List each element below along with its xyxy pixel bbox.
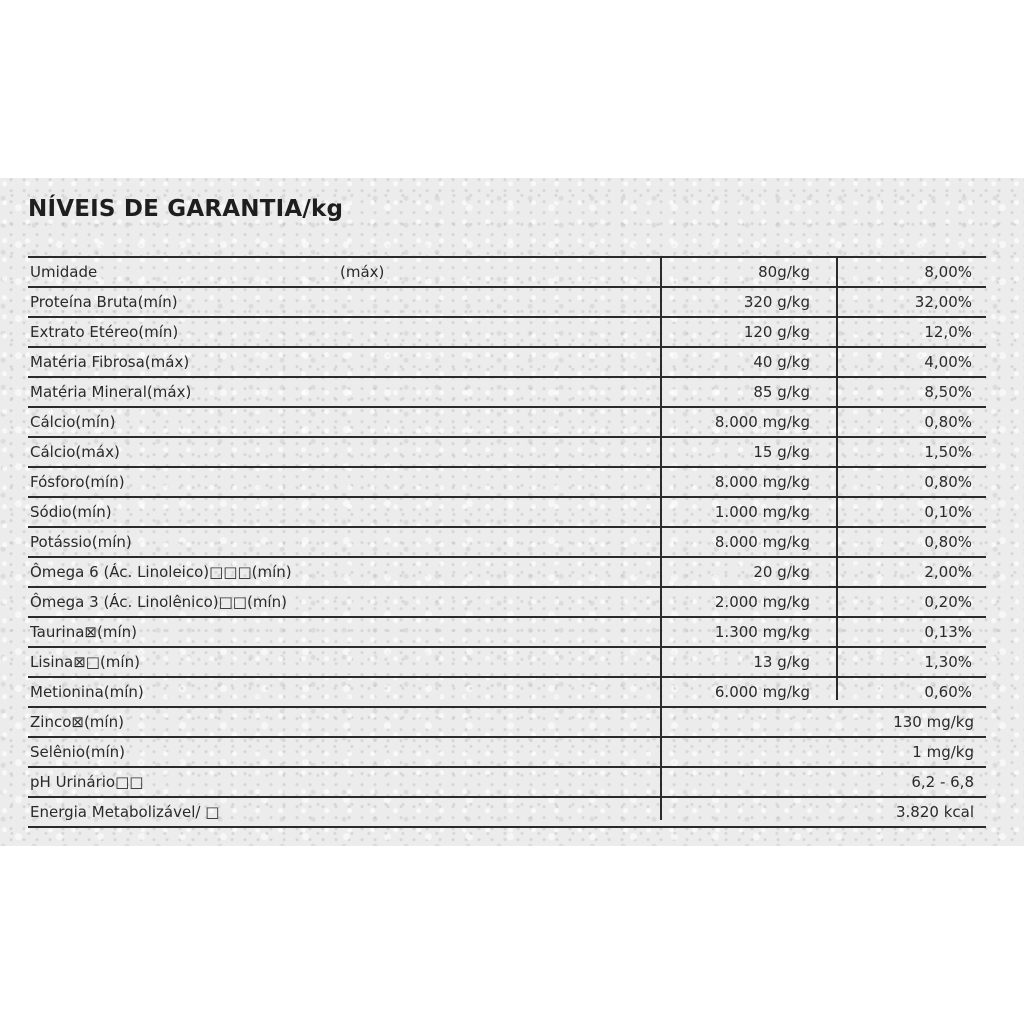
nutrient-name: Selênio(mín) bbox=[30, 743, 125, 761]
nutrient-percent: 0,10% bbox=[924, 503, 972, 521]
nutrient-percent: 2,00% bbox=[924, 563, 972, 581]
table-row bbox=[28, 768, 986, 798]
nutrient-value: 6,2 - 6,8 bbox=[911, 773, 974, 791]
nutrient-value: 2.000 mg/kg bbox=[714, 593, 810, 611]
nutrient-value: 40 g/kg bbox=[753, 353, 810, 371]
nutrient-percent: 0,13% bbox=[924, 623, 972, 641]
nutrient-value: 3.820 kcal bbox=[895, 803, 974, 821]
nutrient-qualifier: (máx) bbox=[340, 263, 385, 281]
guarantee-table bbox=[28, 256, 986, 828]
nutrient-value: 8.000 mg/kg bbox=[714, 413, 810, 431]
nutrient-percent: 1,50% bbox=[924, 443, 972, 461]
nutrient-name: Extrato Etéreo(mín) bbox=[30, 323, 179, 341]
nutrient-name: Sódio(mín) bbox=[30, 503, 112, 521]
table-row bbox=[28, 438, 986, 468]
nutrient-value: 6.000 mg/kg bbox=[714, 683, 810, 701]
table-row bbox=[28, 618, 986, 648]
table-row bbox=[28, 378, 986, 408]
column-divider-percent bbox=[836, 256, 838, 700]
nutrient-percent: 4,00% bbox=[924, 353, 972, 371]
table-row bbox=[28, 678, 986, 708]
nutrient-percent: 0,80% bbox=[924, 473, 972, 491]
table-row bbox=[28, 528, 986, 558]
nutrient-value: 15 g/kg bbox=[753, 443, 810, 461]
nutrient-percent: 0,80% bbox=[924, 533, 972, 551]
nutrient-name: Umidade bbox=[30, 263, 98, 281]
table-row bbox=[28, 318, 986, 348]
table-row bbox=[28, 258, 986, 288]
nutrient-name: Zinco⊠(mín) bbox=[30, 713, 124, 731]
table-row bbox=[28, 558, 986, 588]
nutrient-value: 1.000 mg/kg bbox=[714, 503, 810, 521]
table-row bbox=[28, 738, 986, 768]
nutrient-name: Energia Metabolizável/ □ bbox=[30, 803, 220, 821]
page-title: NÍVEIS DE GARANTIA/kg bbox=[28, 196, 344, 222]
nutrient-name: Proteína Bruta(mín) bbox=[30, 293, 178, 311]
nutrient-name: Taurina⊠(mín) bbox=[30, 623, 137, 641]
nutrient-name: Fósforo(mín) bbox=[30, 473, 125, 491]
table-row bbox=[28, 348, 986, 378]
nutrient-value: 20 g/kg bbox=[753, 563, 810, 581]
table-row bbox=[28, 468, 986, 498]
nutrient-percent: 1,30% bbox=[924, 653, 972, 671]
nutrient-percent: 8,50% bbox=[924, 383, 972, 401]
nutrient-name: Matéria Fibrosa(máx) bbox=[30, 353, 190, 371]
table-row bbox=[28, 408, 986, 438]
nutrient-percent: 0,20% bbox=[924, 593, 972, 611]
nutrient-name: Potássio(mín) bbox=[30, 533, 132, 551]
nutrient-value: 320 g/kg bbox=[743, 293, 810, 311]
nutrient-value: 13 g/kg bbox=[753, 653, 810, 671]
column-divider-value bbox=[660, 256, 662, 820]
nutrient-value: 80g/kg bbox=[758, 263, 810, 281]
nutrient-name: Lisina⊠□(mín) bbox=[30, 653, 140, 671]
nutrient-percent: 8,00% bbox=[924, 263, 972, 281]
table-row bbox=[28, 708, 986, 738]
nutrient-value: 85 g/kg bbox=[753, 383, 810, 401]
nutrient-value: 8.000 mg/kg bbox=[714, 473, 810, 491]
table-row bbox=[28, 288, 986, 318]
nutrient-percent: 0,60% bbox=[924, 683, 972, 701]
nutrient-value: 120 g/kg bbox=[743, 323, 810, 341]
nutrient-value: 8.000 mg/kg bbox=[714, 533, 810, 551]
nutrient-name: pH Urinário□□ bbox=[30, 773, 144, 791]
nutrient-name: Metionina(mín) bbox=[30, 683, 144, 701]
nutrient-name: Matéria Mineral(máx) bbox=[30, 383, 192, 401]
table-row bbox=[28, 648, 986, 678]
table-row bbox=[28, 588, 986, 618]
nutrient-name: Cálcio(máx) bbox=[30, 443, 120, 461]
nutrient-name: Ômega 3 (Ác. Linolênico)□□(mín) bbox=[30, 593, 287, 611]
nutrient-value: 1.300 mg/kg bbox=[714, 623, 810, 641]
nutrient-percent: 12,0% bbox=[924, 323, 972, 341]
nutrient-value: 1 mg/kg bbox=[912, 743, 974, 761]
nutrient-percent: 32,00% bbox=[914, 293, 972, 311]
nutrient-value: 130 mg/kg bbox=[893, 713, 974, 731]
nutrient-percent: 0,80% bbox=[924, 413, 972, 431]
nutrient-name: Cálcio(mín) bbox=[30, 413, 116, 431]
nutrient-name: Ômega 6 (Ác. Linoleico)□□□(mín) bbox=[30, 563, 292, 581]
table-row bbox=[28, 498, 986, 528]
table-row bbox=[28, 798, 986, 828]
